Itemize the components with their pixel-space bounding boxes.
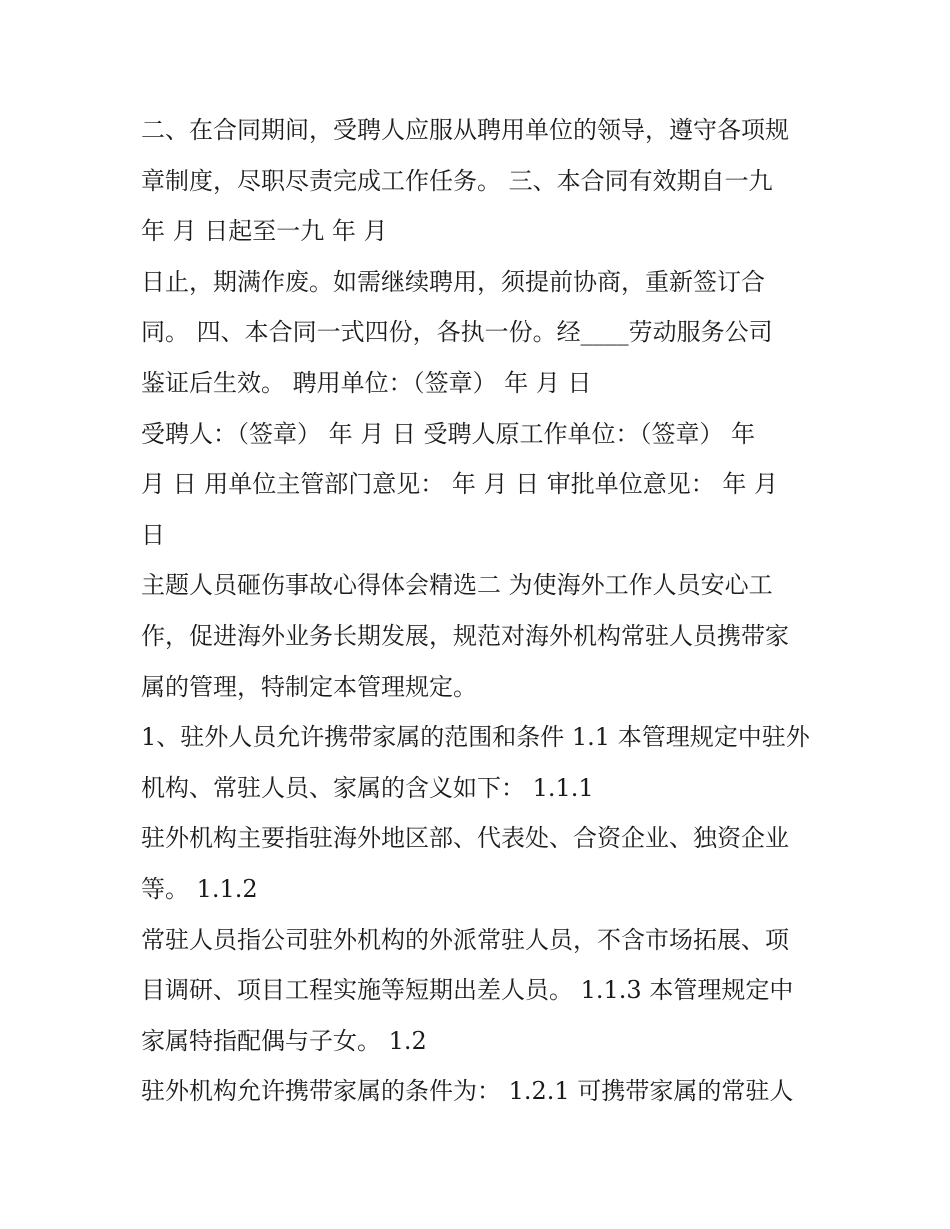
text-line: 二、在合同期间，受聘人应服从聘用单位的领导，遵守各项规 bbox=[141, 116, 789, 144]
text-line: 同。 四、本合同一式四份，各执一份。经____劳动服务公司 bbox=[141, 318, 773, 347]
text-line: 驻外机构主要指驻海外地区部、代表处、合资企业、独资企业 bbox=[141, 824, 789, 853]
text-line: 常驻人员指公司驻外机构的外派常驻人员，不含市场拓展、项 bbox=[141, 925, 789, 954]
text-line: 日 bbox=[141, 520, 165, 549]
text-line: 主题人员砸伤事故心得体会精选二 为使海外工作人员安心工 bbox=[141, 571, 773, 600]
text-line: 鉴证后生效。 聘用单位：（签章） 年 月 日 bbox=[141, 368, 592, 397]
text-line: 机构、常驻人员、家属的含义如下： 1.1.1 bbox=[141, 773, 594, 802]
document-body bbox=[141, 110, 821, 1122]
text-line: 作，促进海外业务长期发展，规范对海外机构常驻人员携带家 bbox=[141, 621, 789, 650]
text-line: 1、驻外人员允许携带家属的范围和条件 1.1 本管理规定中驻外 bbox=[141, 723, 810, 752]
text-line: 日止，期满作废。如需继续聘用，须提前协商，重新签订合 bbox=[141, 267, 765, 296]
text-line: 等。 1.1.2 bbox=[141, 874, 258, 903]
text-line: 受聘人：（签章） 年 月 日 受聘人原工作单位：（签章） 年 bbox=[141, 419, 756, 448]
text-line: 属的管理，特制定本管理规定。 bbox=[141, 672, 477, 701]
text-line: 家属特指配偶与子女。 1.2 bbox=[141, 1026, 427, 1055]
text-line: 年 月 日起至一九 年 月 bbox=[141, 217, 388, 246]
text-line: 章制度，尽职尽责完成工作任务。 三、本合同有效期自一九 bbox=[141, 166, 773, 195]
text-line: 月 日 用单位主管部门意见： 年 月 日 审批单位意见： 年 月 bbox=[141, 470, 779, 499]
text-line: 目调研、项目工程实施等短期出差人员。 1.1.3 本管理规定中 bbox=[141, 976, 794, 1005]
text-line: 驻外机构允许携带家属的条件为： 1.2.1 可携带家属的常驻人 bbox=[141, 1077, 794, 1106]
